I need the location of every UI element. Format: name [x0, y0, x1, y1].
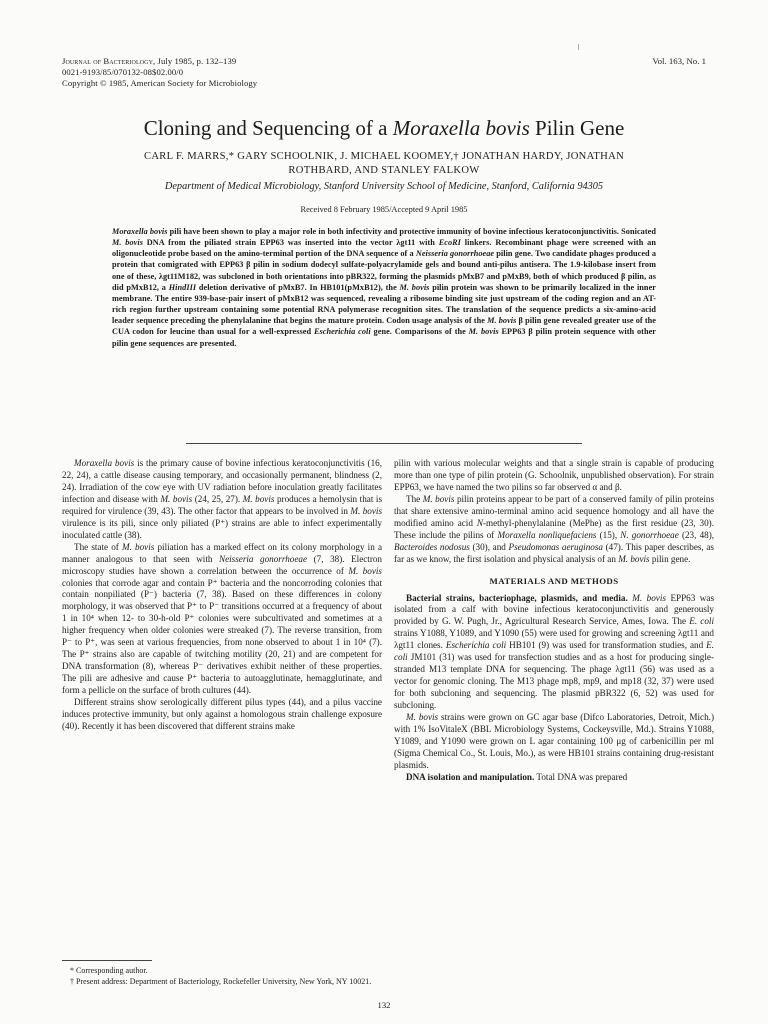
- italic-term: N. gonorrhoeae: [620, 529, 679, 540]
- authors-line-2: ROTHBARD, AND STANLEY FALKOW: [288, 165, 480, 176]
- italic-term: Escherichia coli: [445, 640, 507, 651]
- italic-term: Moraxella bovis: [74, 458, 135, 468]
- italic-term: M. bovis: [122, 541, 155, 552]
- abstract-italic: M. bovis: [487, 316, 517, 326]
- footnote-address: † Present address: Department of Bacteriology, Rockefeller University, New York, NY 10021.: [70, 976, 372, 986]
- body-text: (7, 38). Electron microscopy studies have shown a correlation between the occurrence of: [62, 553, 382, 576]
- body-text: The state of: [74, 541, 122, 552]
- italic-term: M. bovis: [348, 565, 382, 576]
- body-text: is the primary cause of bovine infectious keratoconjunctivitis (16, 22, 24), a cattle disease causing temporary, and occasionally permanent, blindness (2, 24). Irradiation of the cow eye with UV radiation before inoculation greatly facilitates infection and disease with: [62, 458, 382, 504]
- body-text: virulence is its pili, since only piliated (P⁺) strains are able to infect experimentally inoculated cattle (38).: [62, 517, 382, 540]
- subsection-heading: DNA isolation and manipulation.: [406, 771, 535, 782]
- intro-paragraph-3: Different strains show serologically different pilus types (44), and a pilus vaccine induces protective immunity, but only against a homologous strain challenge exposure (40). Recently it has been discovered that different strains make: [62, 697, 382, 731]
- abstract-italic: HindIII: [168, 282, 197, 292]
- intro-paragraph-4: pilin with various molecular weights and that a single strain is capable of producing more than one type of pilin protein (G. Schoolnik, unpublished observation). For strain EPP63, we have named the two pilins so far observed α and β.: [394, 458, 714, 492]
- body-text: pilin proteins appear to be part of a conserved family of pilin proteins that share extensive amino-terminal amino acid sequence homology and all have the modified amino acid: [394, 493, 714, 528]
- body-text: (15),: [596, 529, 621, 540]
- title-text-end: Pilin Gene: [529, 116, 625, 140]
- left-column: [62, 458, 382, 733]
- abstract-text: pili have been shown to play a major role in both infectivity and protective immunity of bovine infectious keratoconjunctivitis. Sonicated: [167, 227, 656, 236]
- copyright-line: Copyright © 1985, American Society for Microbiology: [62, 78, 258, 88]
- italic-term: M. bovis: [422, 493, 455, 504]
- abstract-italic: M. bovis: [112, 238, 143, 248]
- affiliation: Department of Medical Microbiology, Stanford University School of Medicine, Stanford, California 94305: [164, 181, 604, 192]
- subsection-heading: Bacterial strains, bacteriophage, plasmids, and media.: [406, 592, 628, 603]
- abstract-text: deletion derivative of pMxB7. In HB101(pMxB12), the: [196, 282, 400, 292]
- abstract-text: pilin protein was shown to be primarily localized in the inner membrane. The entire 939-base-pair insert of pMxB12 was sequenced, revealing a ribosome binding site just upstream of the coding region and an AT-rich region further upstream containing some potential RNA polymerase recognition sites. The translation of the sequence predicts a six-amino-acid leader sequence preceding the phenylalanine that begins the mature protein. Codon usage analysis of the: [112, 282, 656, 326]
- received-date: Received 8 February 1985/Accepted 9 April 1985: [300, 205, 468, 214]
- body-text: The: [406, 493, 423, 504]
- author-list: [90, 150, 678, 178]
- body-text: strains Y1088, Y1089, and Y1090 (55) were used for growing and screening λgt11 and λgt11 clones.: [394, 628, 714, 651]
- italic-term: M. bovis: [632, 592, 666, 603]
- intro-paragraph-2: [62, 542, 382, 697]
- issue-info: , July 1985, p. 132–139: [153, 56, 237, 66]
- volume-info: Vol. 163, No. 1: [652, 56, 706, 66]
- italic-term: M. bovis: [350, 505, 382, 516]
- abstract-italic: Moraxella bovis: [112, 227, 168, 236]
- italic-term: N: [476, 517, 483, 528]
- body-text: (24, 25, 27).: [192, 493, 243, 504]
- body-text: piliation has a marked effect on its colony morphology in a manner analogous to that seen with: [62, 541, 382, 564]
- body-text: Total DNA was prepared: [534, 771, 628, 782]
- abstract-text: EPP63 β pilin protein sequence with other pilin gene sequences are presented.: [112, 327, 657, 348]
- methods-paragraph-2: [394, 712, 714, 772]
- italic-term: Pseudomonas aeruginosa: [508, 541, 603, 552]
- italic-term: E. coli: [394, 640, 714, 663]
- authors-line-1: CARL F. MARRS,* GARY SCHOOLNIK, J. MICHAEL KOOMEY,† JONATHAN HARDY, JONATHAN: [143, 151, 625, 162]
- intro-paragraph-1: [62, 458, 382, 542]
- abstract-italic: EcoRI: [438, 238, 461, 248]
- italic-term: E. coli: [689, 616, 714, 627]
- abstract-text: β pilin gene revealed greater use of the CUA codon for leucine than usual for a well-expressed: [112, 316, 657, 337]
- italic-term: M. bovis: [618, 553, 650, 564]
- body-text: (47). This paper describes, as far as we know, the first isolation and physical analysis of an: [394, 541, 714, 564]
- body-text: pilin gene.: [649, 553, 691, 564]
- section-heading: MATERIALS AND METHODS: [489, 575, 619, 586]
- title-text: Cloning and Sequencing of a: [143, 116, 393, 140]
- article-code: 0021-9193/85/070132-08$02.00/0: [62, 67, 184, 77]
- italic-term: M. bovis: [160, 493, 193, 504]
- abstract-italic: Neisseria gonorrhoeae: [415, 249, 495, 259]
- abstract-text: gene. Comparisons of the: [370, 327, 469, 337]
- body-text: (30), and: [469, 541, 509, 552]
- body-text: HB101 (9) was used for transformation studies, and: [506, 640, 707, 651]
- methods-paragraph-1: [394, 593, 714, 713]
- italic-term: Bacteroides nodosus: [394, 541, 470, 552]
- title-species: Moraxella bovis: [392, 116, 530, 140]
- footnote-rule: [62, 960, 152, 961]
- journal-name: Journal of Bacteriology: [62, 56, 154, 66]
- body-text: produces a hemolysin that is required for virulence (39, 43). The other factor that appears to be involved in: [62, 493, 383, 516]
- abstract-text: DNA from the piliated strain EPP63 was inserted into the vector λgt11 with: [142, 238, 439, 248]
- abstract-text: pilin gene. Two candidate phages produced a protein that comigrated with EPP63 β pilin in sodium dodecyl sulfate-polyacrylamide gels and bound anti-pilus antisera. The 1.9-kilobase insert from one of these, λgt11M182, was subcloned in both orientations into pBR322, forming the plasmids pMxB7 and pMxB9, both of which produced β pilin, as did pMxB12, a: [112, 249, 657, 292]
- abstract-italic: M. bovis: [399, 282, 430, 292]
- abstract-italic: Escherichia coli: [313, 327, 371, 337]
- abstract-text: linkers. Recombinant phage were screened with an oligonucleotide probe based on the amino-terminal portion of the DNA sequence of a: [112, 238, 656, 259]
- body-text: strains were grown on GC agar base (Difco Laboratories, Detroit, Mich.) with 1% IsoVitaleX (BBL Microbiology Systems, Cockeysville, Md.). Strains Y1088, Y1089, and Y1090 were grown on L agar containing 100 μg of carbenicillin per ml (Sigma Chemical Co., St. Louis, Mo.), as were HB101 strains containing drug-resistant plasmids.: [394, 712, 714, 770]
- footnotes: [62, 966, 382, 987]
- italic-term: Moraxella nonliquefaciens: [497, 529, 597, 540]
- section-divider: [186, 443, 582, 444]
- footnote-corresponding: * Corresponding author.: [70, 966, 148, 975]
- abstract-italic: M. bovis: [468, 327, 499, 337]
- body-text: -methyl-phenylalanine (MePhe) as the first residue (23, 30). These include the pilins of: [394, 517, 715, 540]
- article-title: [40, 116, 728, 140]
- margin-mark: [578, 44, 579, 50]
- journal-header: [62, 56, 257, 89]
- body-text: EPP63 was isolated from a calf with bovine infectious keratoconjunctivitis and generously provided by G. W. Pugh, Jr., Agricultural Research Service, Ames, Iowa. The: [394, 592, 714, 627]
- right-column: [394, 458, 714, 784]
- body-text: (23, 48),: [678, 529, 715, 540]
- methods-paragraph-3: [394, 772, 714, 784]
- body-text: JM101 (31) was used for transfection studies and as a host for producing single-stranded M13 template DNA for sequencing. The phage λgt11 (56) was used as a vector for genomic cloning. The M13 phage mp8, mp9, and mp18 (32, 37) were used for both subcloning and sequencing. The plasmid pBR322 (6, 52) was used for subcloning.: [394, 652, 714, 711]
- italic-term: M. bovis: [406, 712, 439, 723]
- body-text: colonies that corrode agar and contain P⁺ bacteria and the noncorroding colonies that contain nonpiliated (P⁻) bacteria (7, 38). Based on these differences in colony morphology, it was observed that P⁺ to P⁻ transitions occurred at a frequency of about 1 in 10⁴ when 12- to 30-h-old P⁺ colonies were subcultivated and sometimes at a higher frequency when older colonies were streaked (7). The reverse transition, from P⁻ to P⁺, was seen at various frequencies, from none observed to about 1 in 10⁴ (7). The P⁺ strains also are capable of twitching motility (20, 21) and are competent for DNA transformation (8), whereas P⁻ derivatives exhibit neither of these properties. The pili are adhesive and cause P⁺ bacteria to autoagglutinate, hemagglutinate, and form a pellicle on the surface of broth cultures (44).: [62, 577, 382, 696]
- page-number: 132: [377, 1000, 391, 1010]
- abstract: [112, 226, 656, 349]
- intro-paragraph-5: [394, 494, 714, 566]
- italic-term: Neisseria gonorrhoeae: [219, 553, 308, 564]
- italic-term: M. bovis: [242, 493, 275, 504]
